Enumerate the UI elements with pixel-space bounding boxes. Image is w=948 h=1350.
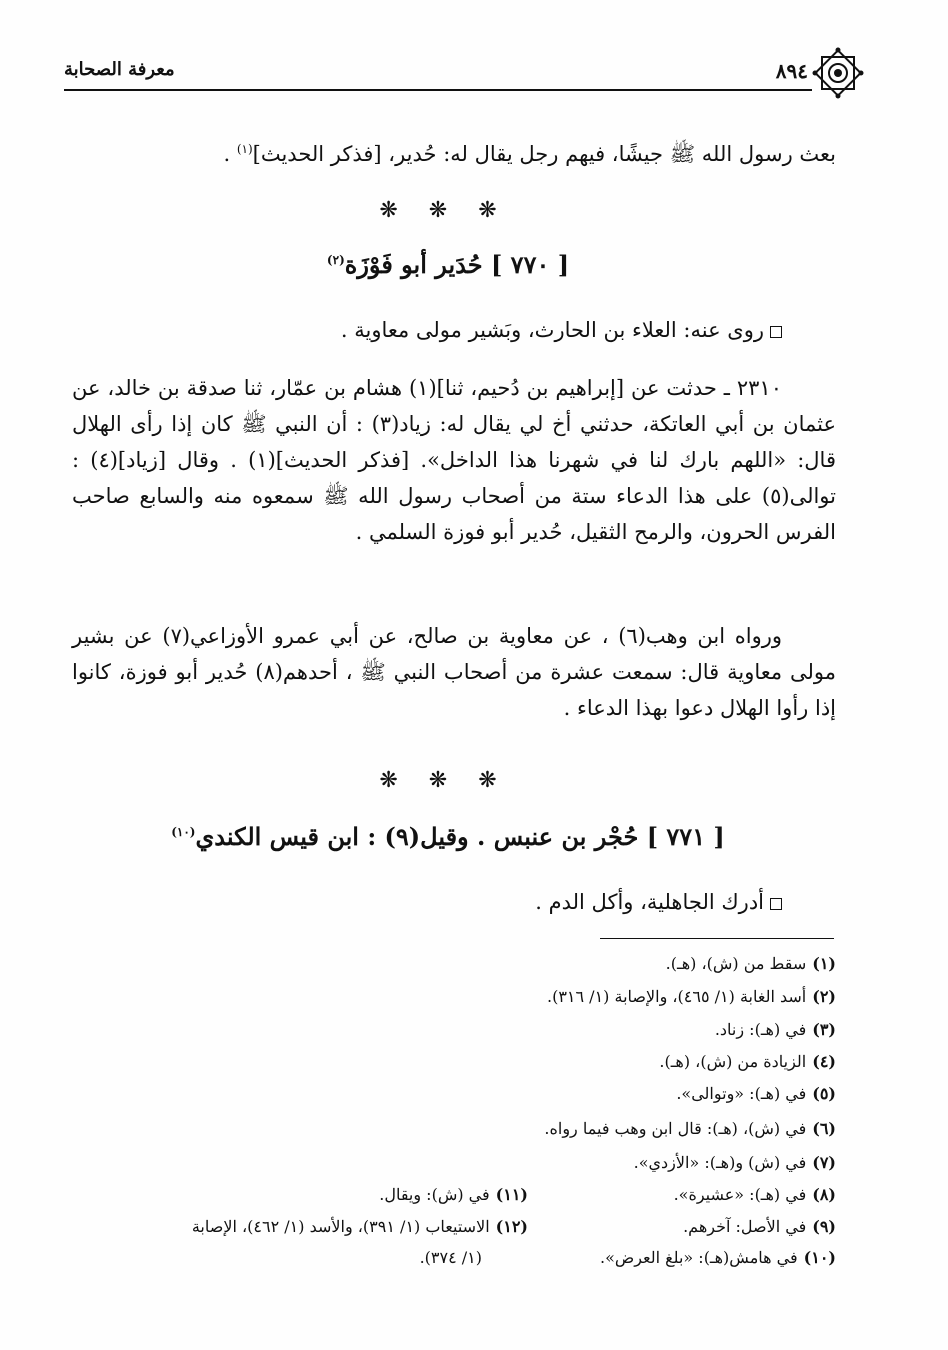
footnote: (١)سقط من (ش)، (هـ). <box>665 954 836 973</box>
entry-770-note: (٢) <box>326 253 345 267</box>
entry-770-title-text: [ ٧٧٠ ] حُدَير أبو فَوْزَة <box>344 250 570 279</box>
footnote-rule <box>600 938 834 939</box>
entry-770-narrators <box>72 312 836 348</box>
footnote: (٧)في (ش) و(هـ): «الأزدي». <box>633 1153 836 1172</box>
entry-771-body: أدرك الجاهلية، وأكل الدم . <box>535 890 764 914</box>
hadith-1-text: ٢٣١٠ ـ حدثت عن [إبراهيم بن دُحيم، ثنا](١) هشام بن عمّار، ثنا صدقة بن خالد، عن عثمان بن أبي العاتكة، حدثني أخ لي يقال له: زياد(٣) : أن النبي ﷺ كان إذا رأى الهلال قال: «اللهم بارك لنا في شهرنا هذا الداخل». [فذكر الحديث](١) . وقال [زياد](٤) : توالى(٥) على هذا الدعاء ستة من أصحاب رسول الله ﷺ سمعوه منه والسابع صاحب الفرس الحرون، والرمح الثقيل، حُدير أبو فوزة السلمي . <box>72 376 836 544</box>
page-header <box>64 55 864 95</box>
intro-text: بعث رسول الله ﷺ جيشًا، فيهم رجل يقال له: حُدير، [فذكر الحديث] <box>252 142 836 166</box>
narrators-text: روى عنه: العلاء بن الحارث، وبَشير مولى معاوية . <box>340 318 764 342</box>
entry-771-text <box>72 884 836 920</box>
footnote: (١/ ٣٧٤). <box>419 1248 482 1267</box>
intro-end: . <box>223 142 237 166</box>
footnote: (١٠)في هامش(هـ): «بلغ العرض». <box>599 1248 836 1267</box>
entry-771-title-text: [ ٧٧١ ] حُجْر بن عنبس . وقيل(٩) : ابن قيس الكندي <box>195 822 725 851</box>
footnote: (٣)في (هـ): زناد. <box>714 1020 836 1039</box>
hadith-paragraph-2 <box>72 618 836 726</box>
square-bullet-icon <box>770 898 782 910</box>
footnote: (٢)أسد الغابة (١/ ٤٦٥)، والإصابة (١/ ٣١٦). <box>546 987 836 1006</box>
separator-stars: ❋ ❋ ❋ <box>379 198 509 223</box>
square-bullet-icon <box>770 326 782 338</box>
footnote: (٦)في (ش)، (هـ): قال ابن وهب فيما رواه. <box>544 1119 836 1138</box>
page-number: ٨٩٤ <box>775 59 808 83</box>
intro-note: (١) <box>236 142 253 156</box>
footnote: (٩)في الأصل: آخرهم. <box>683 1217 836 1236</box>
book-title: معرفة الصحابة <box>64 59 175 80</box>
entry-771-title <box>60 822 836 851</box>
footnote: (١٢)الاستيعاب (١/ ٣٩١)، والأسد (١/ ٤٦٢)، الإصابة <box>191 1217 528 1236</box>
footnote: (١١)في (ش): ويقال. <box>379 1185 528 1204</box>
footnote: (٥)في (هـ): «وتوالى». <box>676 1084 836 1103</box>
footnote: (٨)في (هـ): «عشيرة». <box>673 1185 836 1204</box>
ornament-icon <box>812 47 864 99</box>
entry-770-title <box>60 250 836 279</box>
entry-771-note: (١٠) <box>171 825 196 839</box>
hadith-2-text: ورواه ابن وهب(٦) ، عن معاوية بن صالح، عن أبي عمرو الأوزاعي(٧) عن بشير مولى معاوية قال: سمعت عشرة من أصحاب النبي ﷺ ، أحدهم(٨) حُدير أبو فوزة، كانوا إذا رأوا الهلال دعوا بهذا الدعاء . <box>72 624 837 720</box>
hadith-paragraph-1 <box>72 370 836 550</box>
header-rule <box>64 89 812 91</box>
intro-paragraph <box>72 136 836 172</box>
separator-stars-2: ❋ ❋ ❋ <box>379 768 509 793</box>
footnote: (٤)الزيادة من (ش)، (هـ). <box>659 1052 836 1071</box>
